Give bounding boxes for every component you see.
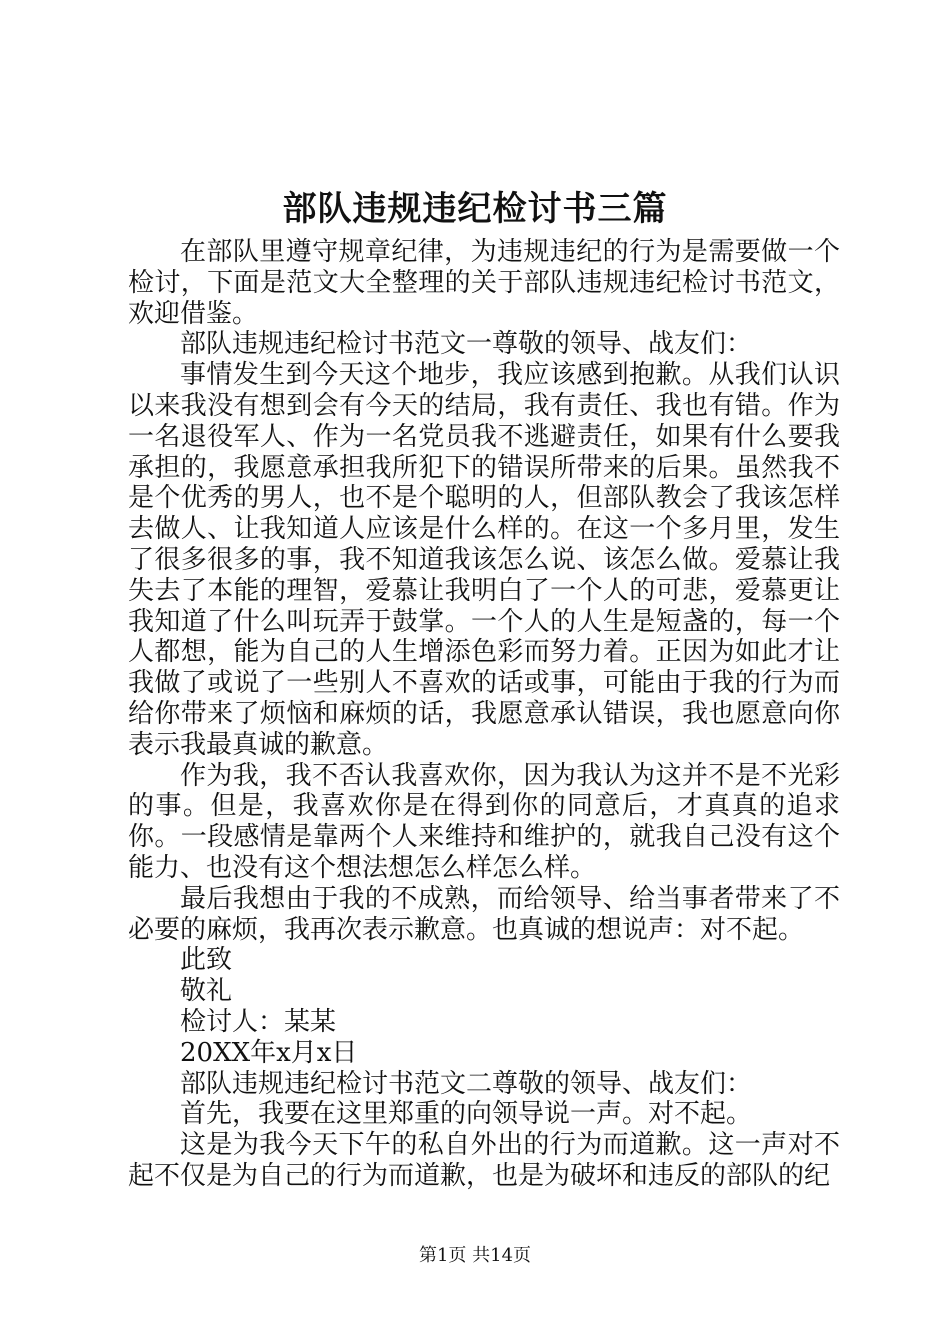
closing-salutation: 此致	[180, 945, 233, 976]
paragraph-body-3: 最后我想由于我的不成熟，而给领导、给当事者带来了不必要的麻烦，我再次表示歉意。也真诚的想说声：对不起。	[128, 883, 840, 945]
paragraph-body-2: 作为我，我不否认我喜欢你，因为我认为这并不是不光彩的事。但是，我喜欢你是在得到你的同意后，才真真的追求你。一段感情是靠两个人来维持和维护的，就我自己没有这个能力、也没有这个想法想怎么样怎么样。	[128, 760, 840, 883]
closing-regards: 敬礼	[180, 976, 233, 1007]
paragraph-intro: 在部队里遵守规章纪律，为违规违纪的行为是需要做一个检讨，下面是范文大全整理的关于部队违规违纪检讨书范文，欢迎借鉴。	[128, 237, 840, 329]
paragraph-body-4: 首先，我要在这里郑重的向领导说一声。对不起。	[180, 1099, 753, 1130]
paragraph-body-5: 这是为我今天下午的私自外出的行为而道歉。这一声对不起不仅是为自己的行为而道歉，也是为破坏和违反的部队的纪	[128, 1130, 840, 1191]
paragraph-body-1: 事情发生到今天这个地步，我应该感到抱歉。从我们认识以来我没有想到会有今天的结局，我有责任、我也有错。作为一名退役军人、作为一名党员我不逃避责任，如果有什么要我承担的，我愿意承担我所犯下的错误所带来的后果。虽然我不是个优秀的男人，也不是个聪明的人，但部队教会了我该怎样去做人、让我知道人应该是什么样的。在这一个多月里，发生了很多很多的事，我不知道我该怎么说、该怎么做。爱慕让我失去了本能的理智，爱慕让我明白了一个人的可悲，爱慕更让我知道了什么叫玩弄于鼓掌。一个人的人生是短盏的，每一个人都想，能为自己的人生增添色彩而努力着。正因为如此才让我做了或说了一些别人不喜欢的话或事，可能由于我的行为而给你带来了烦恼和麻烦的话，我愿意承认错误，我也愿意向你表示我最真诚的歉意。	[128, 360, 840, 760]
page-footer: 第1页 共14页	[418, 1245, 532, 1266]
paragraph-heading-two: 部队违规违纪检讨书范文二尊敬的领导、战友们：	[180, 1068, 753, 1099]
paragraph-heading-one: 部队违规违纪检讨书范文一尊敬的领导、战友们：	[180, 329, 753, 360]
signature-line: 检讨人：某某	[180, 1006, 337, 1037]
document-body	[128, 237, 840, 1192]
document-title: 部队违规违纪检讨书三篇	[282, 189, 668, 229]
date-line: 20XX年x月x日	[180, 1037, 358, 1068]
